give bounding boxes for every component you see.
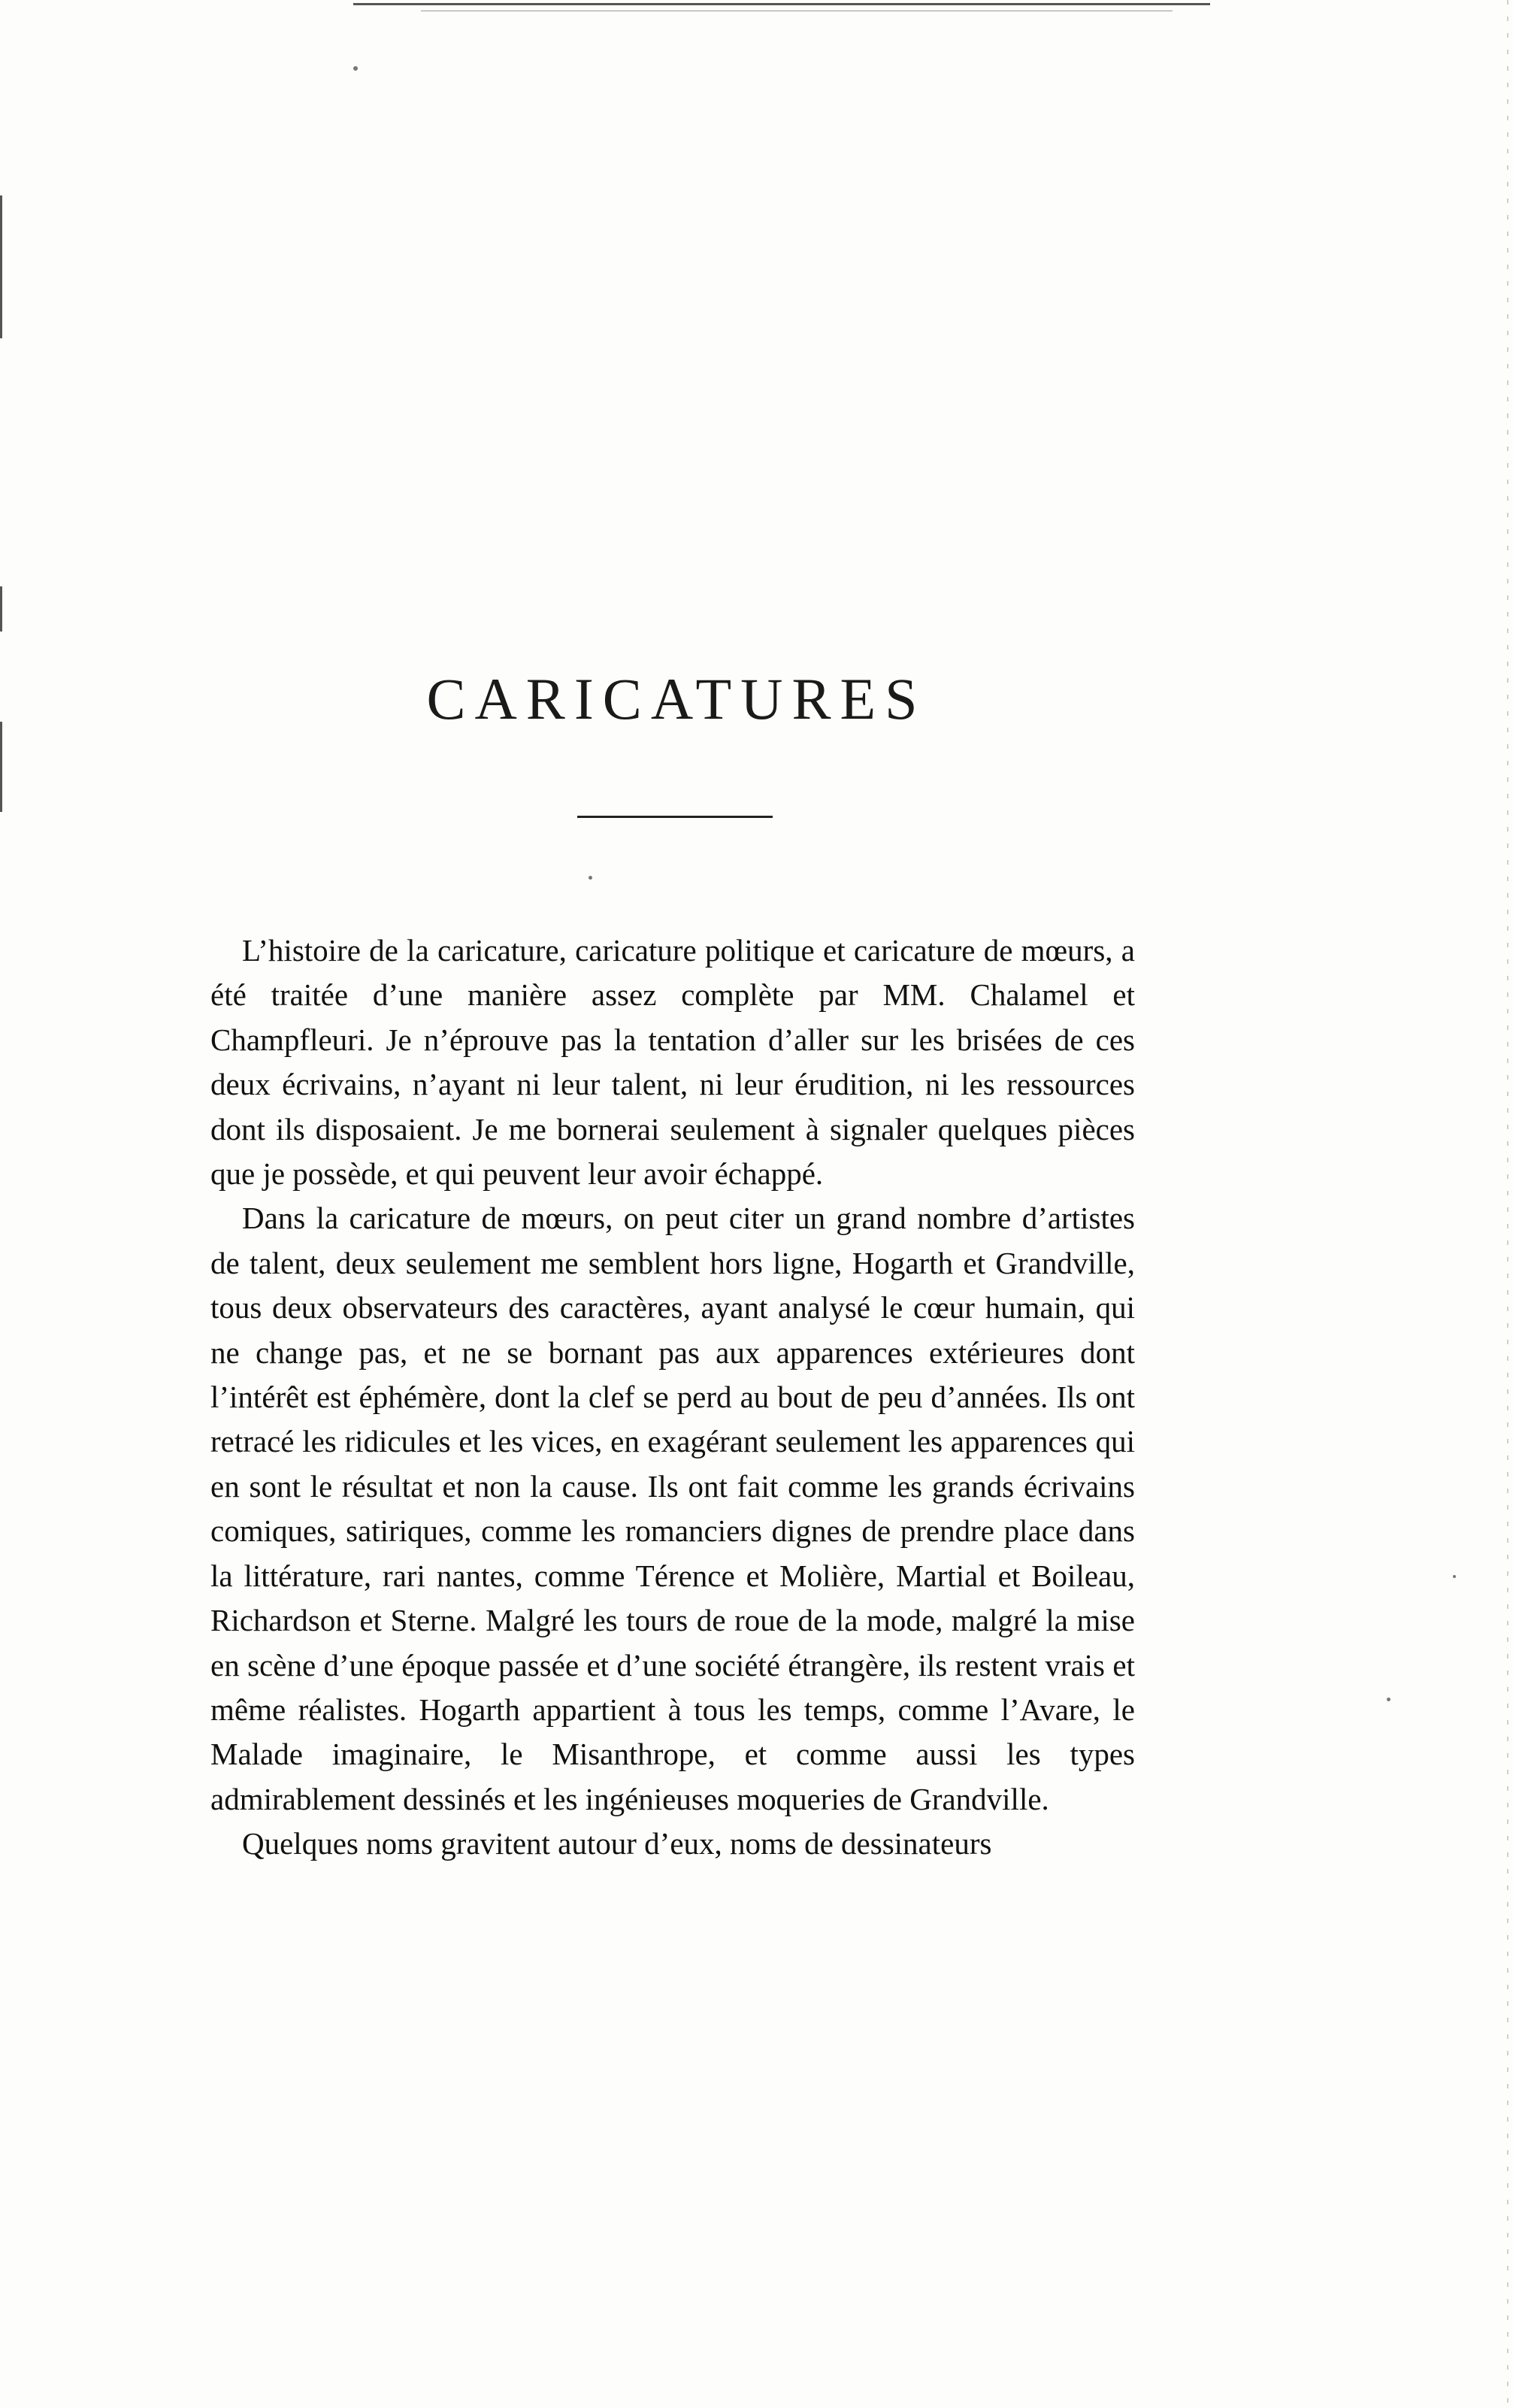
scan-speck [1387, 1698, 1390, 1701]
right-scan-edge [1507, 0, 1508, 2408]
chapter-title: CARICATURES [426, 666, 927, 731]
paragraph: L’histoire de la caricature, caricature politique et caricature de mœurs, a été traitée d’une manière assez complète par MM. Chalamel et Champfleuri. Je n’éprouve pas la tentation d’aller sur les brisées de ces deux écrivains, n’ayant ni leur talent, ni leur érudition, ni les ressources dont ils disposaient. Je me bornerai seulement à signaler quelques pièces que je possède, et qui peuvent leur avoir échappé. [210, 933, 1135, 1192]
scan-speck [353, 66, 358, 71]
paragraph: Quelques noms gravitent autour d’eux, noms de dessinateurs [242, 1826, 992, 1861]
left-scan-edge [0, 195, 2, 338]
scan-speck [589, 876, 592, 880]
left-scan-edge [0, 722, 2, 812]
scan-speck [1453, 1575, 1456, 1578]
title-underline-rule [577, 816, 773, 818]
body-text [210, 928, 1135, 1867]
top-page-rule [353, 3, 1210, 5]
left-scan-edge [0, 586, 2, 632]
paragraph: Dans la caricature de mœurs, on peut citer un grand nombre d’artistes de talent, deux seulement me semblent hors ligne, Hogarth et Grandville, tous deux observateurs des caractères, ayant analysé le cœur humain, qui ne change pas, et ne se bornant pas aux apparences extérieures dont l’intérêt est éphémère, dont la clef se perd au bout de peu d’années. Ils ont retracé les ridicules et les vices, en exagérant seulement les apparences qui en sont le résultat et non la cause. Ils ont fait comme les grands écrivains comiques, satiriques, comme les romanciers dignes de prendre place dans la littérature, rari nantes, comme Térence et Molière, Martial et Boileau, Richardson et Sterne. Malgré les tours de roue de la mode, malgré la mise en scène d’une époque passée et d’une société étrangère, ils restent vrais et même réalistes. Hogarth appartient à tous les temps, comme l’Avare, le Malade imaginaire, le Misanthrope, et comme aussi les types admirablement dessinés et les ingénieuses moqueries de Grandville. [210, 1201, 1135, 1816]
